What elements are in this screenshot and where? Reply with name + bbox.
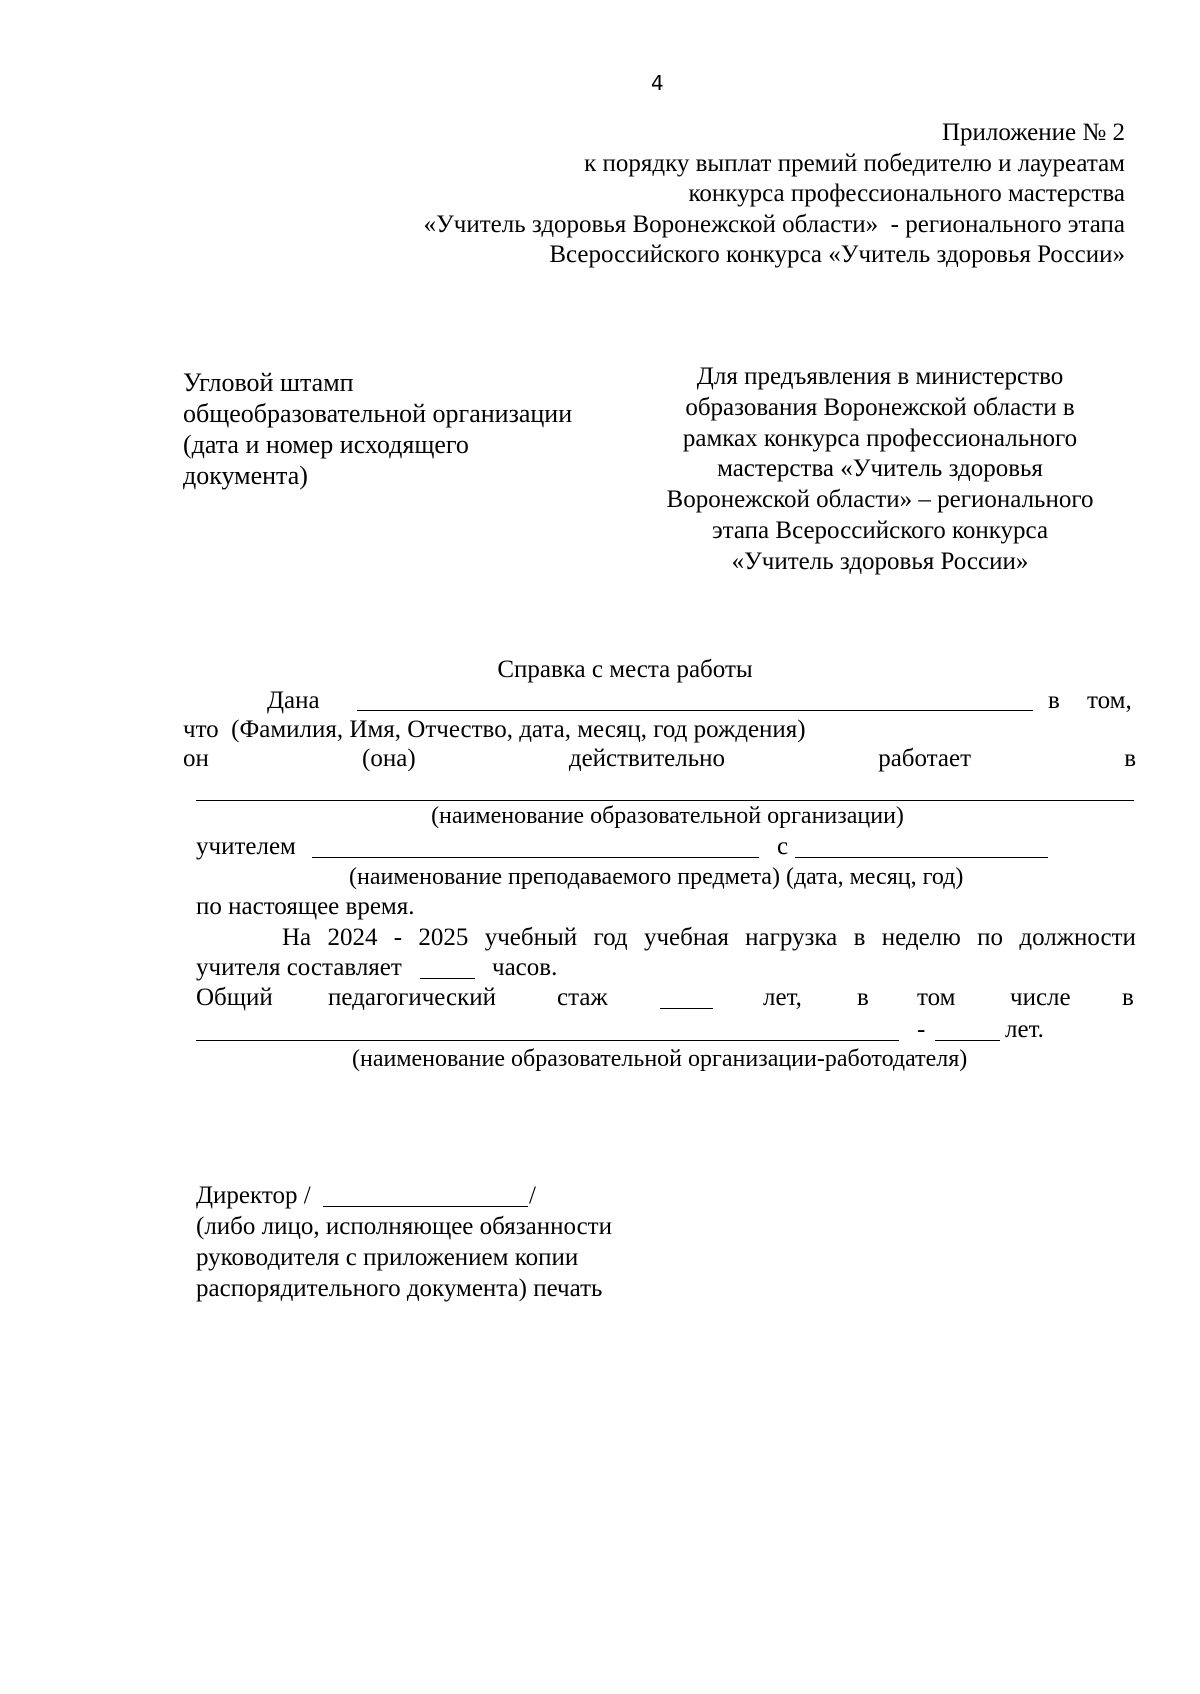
exp-word-4: лет, xyxy=(763,984,802,1011)
load-word-5: учебный xyxy=(484,924,578,951)
load-word-1: На xyxy=(282,924,312,951)
director-label: Директор / xyxy=(196,1182,311,1209)
load-word-10: неделю xyxy=(881,924,961,951)
presentation-line-4: мастерства «Учитель здоровья xyxy=(717,455,1043,483)
presentation-block xyxy=(640,362,1120,578)
stamp-line-1: Угловой штамп xyxy=(183,368,354,397)
works-word-1: он xyxy=(183,745,209,772)
presentation-line-3: рамках конкурса профессионального xyxy=(682,424,1078,452)
exp-word-2: педагогический xyxy=(328,984,497,1011)
presentation-line-1: Для предъявления в министерство xyxy=(696,363,1064,390)
employer-years-blank xyxy=(935,1040,1000,1041)
exp-word-7: числе xyxy=(1010,984,1071,1011)
signature-line-2: руководителя с приложением копии xyxy=(196,1244,579,1271)
presentation-line-5: Воронежской области» – регионального xyxy=(666,486,1094,514)
exp-word-8: в xyxy=(1122,984,1134,1011)
works-word-4: работает xyxy=(878,745,972,772)
presentation-line-2: образования Воронежской области в xyxy=(685,393,1075,421)
works-line xyxy=(183,744,1136,774)
in-that-word-2: том, xyxy=(1087,687,1132,714)
full-name-blank xyxy=(357,710,1033,711)
signature-line-1: (либо лицо, исполняющее обязанности xyxy=(196,1213,612,1240)
stamp-line-3: (дата и номер исходящего xyxy=(183,430,469,459)
stamp-line-4: документа) xyxy=(183,461,308,490)
appendix-header xyxy=(424,118,1125,271)
appendix-line-4: «Учитель здоровья Воронежской области» - регионального этапа xyxy=(423,210,1125,238)
load-word-9: в xyxy=(853,924,866,951)
subject-caption: (наименование преподаваемого предмета) (дата, месяц, год) xyxy=(349,864,964,890)
presentation-line-6: этапа Всероссийского конкурса xyxy=(711,516,1049,544)
load-word-8: нагрузка xyxy=(745,924,838,951)
director-closing-slash: / xyxy=(529,1182,536,1209)
subject-blank xyxy=(312,857,759,858)
in-that-word-1: в xyxy=(1048,687,1060,714)
exp-word-1: Общий xyxy=(196,984,273,1011)
appendix-line-2: к порядку выплат премий победителю и лауреатам xyxy=(584,149,1125,177)
experience-years-blank xyxy=(660,1008,713,1009)
since-label: с xyxy=(777,833,789,860)
exp-years-label: лет. xyxy=(1005,1016,1044,1043)
load-word-6: год xyxy=(593,924,628,951)
to-present-text: по настоящее время. xyxy=(196,893,415,920)
organization-caption: (наименование образовательной организации) xyxy=(431,803,904,829)
stamp-line-2: общеобразовательной организации xyxy=(183,399,573,428)
appendix-line-5: Всероссийского конкурса «Учитель здоровья России» xyxy=(549,241,1125,268)
load-line xyxy=(282,923,1136,953)
signature-line-3: распорядительного документа) печать xyxy=(196,1275,603,1302)
appendix-line-3: конкурса профессионального мастерства xyxy=(688,180,1125,207)
hours-label: часов. xyxy=(492,954,558,981)
hours-blank xyxy=(420,978,475,979)
load-word-11: по xyxy=(977,924,1004,951)
certificate-title: Справка с места работы xyxy=(497,656,753,683)
director-signature-blank xyxy=(323,1206,528,1207)
load-word-12: должности xyxy=(1019,924,1136,951)
start-date-blank xyxy=(795,857,1048,858)
employer-caption: (наименование образовательной организации-работодателя) xyxy=(352,1046,968,1072)
appendix-line-1: Приложение № 2 xyxy=(941,119,1125,146)
exp-word-6: том xyxy=(917,984,956,1011)
load-word-2: 2024 xyxy=(327,924,378,951)
teacher-label: учителем xyxy=(196,833,296,860)
corner-stamp-block xyxy=(183,367,572,491)
works-word-3: действительно xyxy=(568,745,726,772)
load-word-7: учебная xyxy=(643,924,729,951)
load-word-4: 2025 xyxy=(418,924,469,951)
exp-dash: - xyxy=(917,1016,926,1043)
employer-blank xyxy=(196,1040,899,1041)
works-word-5: в xyxy=(1124,745,1136,772)
that-fio-caption: что (Фамилия, Имя, Отчество, дата, месяц, год рождения) xyxy=(183,716,806,743)
presentation-line-7: «Учитель здоровья России» xyxy=(731,547,1029,575)
works-word-2: (она) xyxy=(362,745,416,772)
load-word-3: - xyxy=(393,924,403,951)
given-label: Дана xyxy=(267,687,320,714)
page-number: 4 xyxy=(651,71,664,95)
exp-word-3: стаж xyxy=(557,984,608,1011)
exp-word-5: в xyxy=(857,984,869,1011)
load-teacher-text: учителя составляет xyxy=(196,954,402,981)
